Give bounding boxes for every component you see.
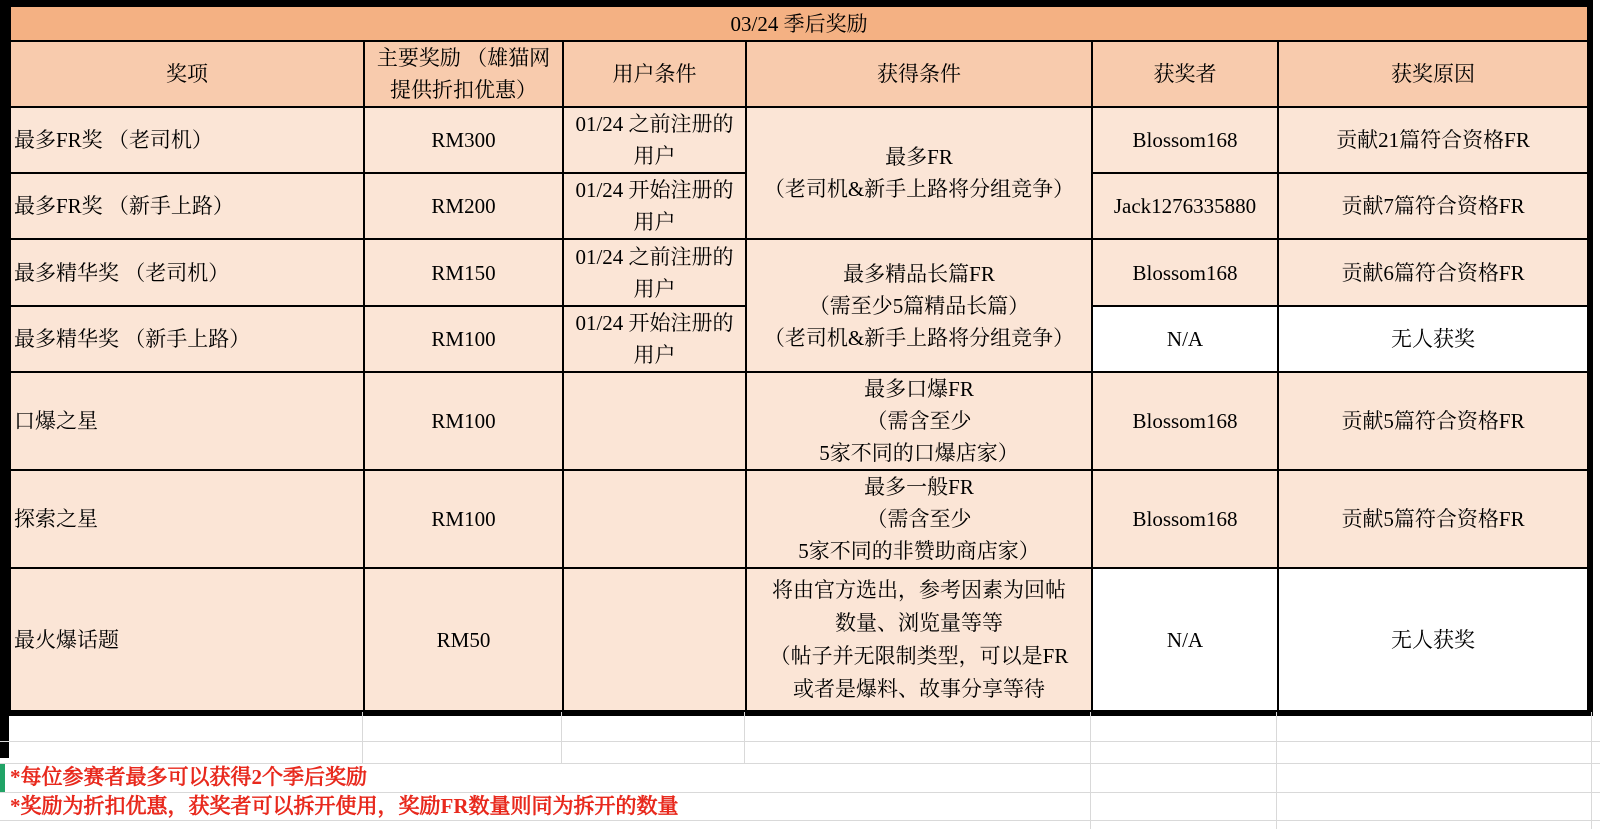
cell-winner[interactable]: Blossom168	[1092, 470, 1278, 568]
cell-reason[interactable]: 贡献5篇符合资格FR	[1278, 372, 1588, 470]
col-header-user-condition[interactable]: 用户条件	[563, 41, 746, 107]
cell-obtain-condition-merged[interactable]: 最多精品长篇FR （需至少5篇精品长篇） （老司机&新手上路将分组竞争）	[746, 239, 1092, 372]
cell-user-condition[interactable]: 01/24 之前注册的用户	[563, 239, 746, 306]
awards-table	[9, 5, 1589, 712]
cell-reason[interactable]: 无人获奖	[1278, 568, 1588, 711]
cell-user-condition[interactable]	[563, 568, 746, 711]
cell-award[interactable]: 最多FR奖 （老司机）	[10, 107, 364, 173]
cell-winner[interactable]: Blossom168	[1092, 107, 1278, 173]
cell-winner[interactable]: Blossom168	[1092, 372, 1278, 470]
cell-reason[interactable]: 贡献21篇符合资格FR	[1278, 107, 1588, 173]
cell-obtain-condition[interactable]: 将由官方选出，参考因素为回帖 数量、浏览量等等 （帖子并无限制类型，可以是FR 或者是爆料、故事分享等待	[746, 568, 1092, 711]
cell-reason[interactable]: 贡献7篇符合资格FR	[1278, 173, 1588, 239]
cell-obtain-condition-merged[interactable]: 最多FR （老司机&新手上路将分组竞争）	[746, 107, 1092, 239]
cell-user-condition[interactable]	[563, 372, 746, 470]
cell-winner[interactable]: Jack1276335880	[1092, 173, 1278, 239]
table-outer-border-tail	[0, 711, 9, 758]
cell-reward[interactable]: RM150	[364, 239, 563, 306]
cell-reward[interactable]: RM100	[364, 470, 563, 568]
cell-reason[interactable]: 贡献6篇符合资格FR	[1278, 239, 1588, 306]
cell-award[interactable]: 最多精华奖 （新手上路）	[10, 306, 364, 372]
col-header-obtain-condition[interactable]: 获得条件	[746, 41, 1092, 107]
cell-award[interactable]: 最多FR奖 （新手上路）	[10, 173, 364, 239]
table-row	[10, 568, 1588, 711]
gridline	[561, 712, 562, 763]
cell-winner[interactable]: N/A	[1092, 306, 1278, 372]
gridline	[744, 712, 745, 763]
cell-award[interactable]: 探索之星	[10, 470, 364, 568]
table-row	[10, 107, 1588, 173]
col-header-reward[interactable]: 主要奖励 （雄猫网提供折扣优惠）	[364, 41, 563, 107]
cell-user-condition[interactable]: 01/24 开始注册的用户	[563, 306, 746, 372]
cell-reason[interactable]: 无人获奖	[1278, 306, 1588, 372]
footnote-1[interactable]: *每位参赛者最多可以获得2个季后奖励	[10, 765, 367, 789]
cell-user-condition[interactable]	[563, 470, 746, 568]
gridline	[0, 741, 1600, 742]
col-header-award[interactable]: 奖项	[10, 41, 364, 107]
cell-award[interactable]: 最多精华奖 （老司机）	[10, 239, 364, 306]
cell-winner[interactable]: Blossom168	[1092, 239, 1278, 306]
cell-reward[interactable]: RM100	[364, 306, 563, 372]
cell-award[interactable]: 最火爆话题	[10, 568, 364, 711]
cell-award[interactable]: 口爆之星	[10, 372, 364, 470]
cell-user-condition[interactable]: 01/24 之前注册的用户	[563, 107, 746, 173]
table-row	[10, 239, 1588, 306]
cell-user-condition[interactable]: 01/24 开始注册的用户	[563, 173, 746, 239]
footnote-2[interactable]: *奖励为折扣优惠，获奖者可以拆开使用，奖励FR数量则同为拆开的数量	[10, 794, 679, 818]
cell-obtain-condition[interactable]: 最多口爆FR （需含至少 5家不同的口爆店家）	[746, 372, 1092, 470]
cell-reward[interactable]: RM100	[364, 372, 563, 470]
col-header-reason[interactable]: 获奖原因	[1278, 41, 1588, 107]
cell-winner[interactable]: N/A	[1092, 568, 1278, 711]
cell-reward[interactable]: RM200	[364, 173, 563, 239]
table-row	[10, 470, 1588, 568]
gridline	[1276, 712, 1277, 829]
gridline	[1591, 712, 1592, 829]
table-title[interactable]: 03/24 季后奖励	[10, 6, 1588, 41]
col-header-winner[interactable]: 获奖者	[1092, 41, 1278, 107]
gridline	[362, 712, 363, 763]
cell-reward[interactable]: RM300	[364, 107, 563, 173]
cell-reward[interactable]: RM50	[364, 568, 563, 711]
cell-reason[interactable]: 贡献5篇符合资格FR	[1278, 470, 1588, 568]
table-row	[10, 372, 1588, 470]
cell-obtain-condition[interactable]: 最多一般FR （需含至少 5家不同的非赞助商店家）	[746, 470, 1092, 568]
